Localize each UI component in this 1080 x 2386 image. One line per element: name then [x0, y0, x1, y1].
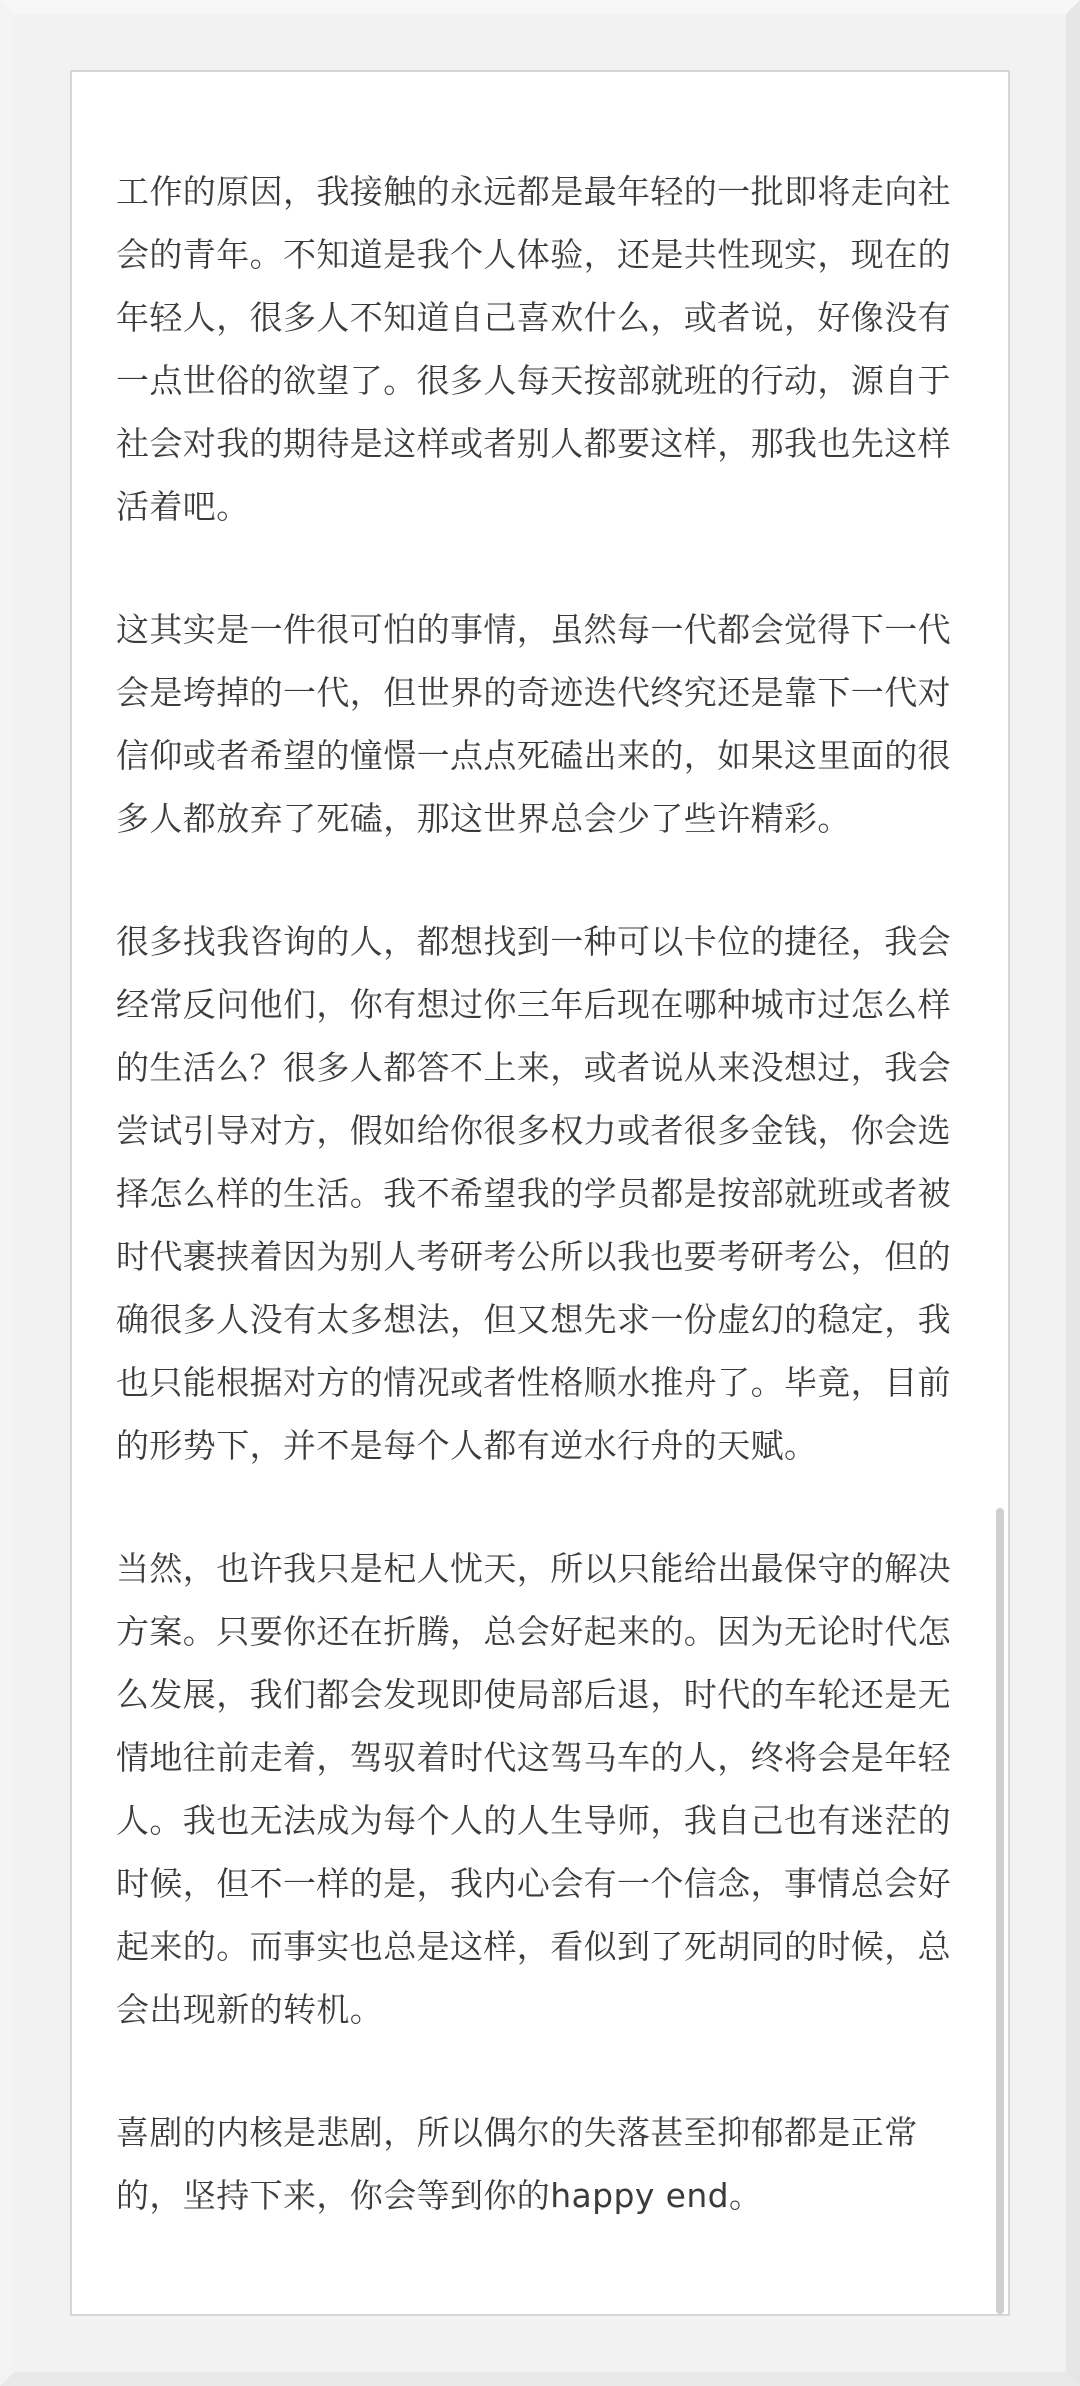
scrollbar-thumb[interactable]: [996, 1508, 1004, 2314]
paragraph-4: 当然，也许我只是杞人忧天，所以只能给出最保守的解决方案。只要你还在折腾，总会好起来的。因为无论时代怎么发展，我们都会发现即使局部后退，时代的车轮还是无情地往前走着，驾驭着时代这驾马车的人，终将会是年轻人。我也无法成为每个人的人生导师，我自己也有迷茫的时候，但不一样的是，我内心会有一个信念，事情总会好起来的。而事实也总是这样，看似到了死胡同的时候，总会出现新的转机。: [116, 1549, 951, 2029]
paragraph-1: 工作的原因，我接触的永远都是最年轻的一批即将走向社会的青年。不知道是我个人体验，还是共性现实，现在的年轻人，很多人不知道自己喜欢什么，或者说，好像没有一点世俗的欲望了。很多人每天按部就班的行动，源自于社会对我的期待是这样或者别人都要这样，那我也先这样活着吧。: [116, 172, 951, 526]
paragraph-3: 很多找我咨询的人，都想找到一种可以卡位的捷径，我会经常反问他们，你有想过你三年后现在哪种城市过怎么样的生活么？很多人都答不上来，或者说从来没想过，我会尝试引导对方，假如给你很多权力或者很多金钱，你会选择怎么样的生活。我不希望我的学员都是按部就班或者被时代裹挟着因为别人考研考公所以我也要考研考公，但的确很多人没有太多想法，但又想先求一份虚幻的稳定，我也只能根据对方的情况或者性格顺水推舟了。毕竟，目前的形势下，并不是每个人都有逆水行舟的天赋。: [116, 922, 951, 1465]
paragraph-2: 这其实是一件很可怕的事情，虽然每一代都会觉得下一代会是垮掉的一代，但世界的奇迹迭代终究还是靠下一代对信仰或者希望的憧憬一点点死磕出来的，如果这里面的很多人都放弃了死磕，那这世界总会少了些许精彩。: [116, 610, 951, 838]
paragraph-5: 喜剧的内核是悲剧，所以偶尔的失落甚至抑郁都是正常的，坚持下来，你会等到你的happy end。: [116, 2113, 918, 2215]
article-body: [116, 160, 962, 2227]
